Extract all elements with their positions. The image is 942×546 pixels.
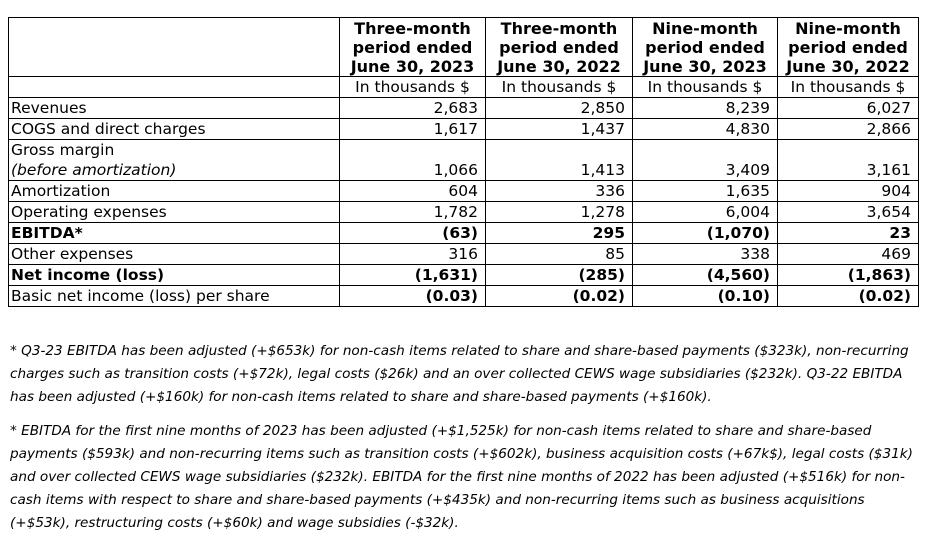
- row-eps: [9, 286, 919, 307]
- value-cell: 6,027: [778, 98, 919, 119]
- value-cell: 904: [778, 181, 919, 202]
- footnote-nine-month: * EBITDA for the first nine months of 2023 has been adjusted (+$1,525k) for non-cash items related to share and share-based payments ($593k) and non-recurring items such as transition costs (+$602k), business acquisition costs (+67k$), legal costs ($31k) and over collected CEWS wage subsidiaries ($232k). EBITDA for the first nine months of 2022 has been adjusted (+$516k) for non-cash items with respect to share and share-based payments (+$435k) and non-recurring items such as business acquisitions (+$53k), restructuring costs (+$60k) and wage subsidies (-$32k).: [10, 423, 913, 531]
- row-cogs: [9, 119, 919, 140]
- value-cell: 338: [633, 244, 778, 265]
- row-other-expenses: [9, 244, 919, 265]
- footnote-q3: * Q3-23 EBITDA has been adjusted (+$653k) for non-cash items related to share and share-based payments ($323k), non-recurring charges such as transition costs (+$72k), legal costs ($26k) and an over collected CEWS wage subsidiaries ($232k). Q3-22 EBITDA has been adjusted (+$160k) for non-cash items related to share and share-based payments (+$160k).: [10, 343, 909, 405]
- value-cell: 4,830: [633, 119, 778, 140]
- unit-cell: In thousands $: [633, 77, 778, 98]
- header-corner: [9, 18, 340, 77]
- value-cell: 8,239: [633, 98, 778, 119]
- row-amortization: [9, 181, 919, 202]
- value-cell: 1,617: [340, 119, 486, 140]
- column-header: Nine-month period ended June 30, 2022: [778, 18, 919, 77]
- value-cell: 3,161: [778, 140, 919, 181]
- value-cell: 2,866: [778, 119, 919, 140]
- row-label: COGS and direct charges: [9, 119, 340, 140]
- value-cell: (1,631): [340, 265, 486, 286]
- value-cell: (1,070): [633, 223, 778, 244]
- row-revenues: [9, 98, 919, 119]
- value-cell: 1,278: [486, 202, 633, 223]
- value-cell: (0.02): [486, 286, 633, 307]
- value-cell: 604: [340, 181, 486, 202]
- row-operating-expenses: [9, 202, 919, 223]
- row-ebitda: [9, 223, 919, 244]
- unit-cell: In thousands $: [340, 77, 486, 98]
- value-cell: (0.03): [340, 286, 486, 307]
- row-label: Other expenses: [9, 244, 340, 265]
- unit-corner: [9, 77, 340, 98]
- value-cell: 1,437: [486, 119, 633, 140]
- value-cell: 6,004: [633, 202, 778, 223]
- value-cell: 469: [778, 244, 919, 265]
- value-cell: 3,409: [633, 140, 778, 181]
- value-cell: 85: [486, 244, 633, 265]
- value-cell: 1,066: [340, 140, 486, 181]
- column-header: Three-month period ended June 30, 2022: [486, 18, 633, 77]
- value-cell: 1,782: [340, 202, 486, 223]
- row-label: Revenues: [9, 98, 340, 119]
- column-header: Nine-month period ended June 30, 2023: [633, 18, 778, 77]
- value-cell: 2,683: [340, 98, 486, 119]
- value-cell: 1,635: [633, 181, 778, 202]
- header-row: [9, 18, 919, 77]
- unit-cell: In thousands $: [778, 77, 919, 98]
- value-cell: 295: [486, 223, 633, 244]
- gross-margin-sublabel: (before amortization): [11, 161, 177, 179]
- row-label: Basic net income (loss) per share: [9, 286, 340, 307]
- row-net-income: [9, 265, 919, 286]
- column-header: Three-month period ended June 30, 2023: [340, 18, 486, 77]
- row-label: EBITDA*: [9, 223, 340, 244]
- value-cell: 2,850: [486, 98, 633, 119]
- value-cell: (285): [486, 265, 633, 286]
- financial-table: [8, 17, 919, 307]
- value-cell: 316: [340, 244, 486, 265]
- value-cell: 23: [778, 223, 919, 244]
- value-cell: (4,560): [633, 265, 778, 286]
- row-label: Operating expenses: [9, 202, 340, 223]
- value-cell: (1,863): [778, 265, 919, 286]
- row-label: [9, 140, 340, 181]
- unit-cell: In thousands $: [486, 77, 633, 98]
- unit-row: [9, 77, 919, 98]
- row-label: Amortization: [9, 181, 340, 202]
- value-cell: (0.10): [633, 286, 778, 307]
- value-cell: 3,654: [778, 202, 919, 223]
- gross-margin-label: Gross margin: [11, 141, 115, 159]
- value-cell: (0.02): [778, 286, 919, 307]
- value-cell: 1,413: [486, 140, 633, 181]
- row-label: Net income (loss): [9, 265, 340, 286]
- footnotes: [10, 340, 915, 546]
- value-cell: 336: [486, 181, 633, 202]
- row-gross-margin: [9, 140, 919, 181]
- value-cell: (63): [340, 223, 486, 244]
